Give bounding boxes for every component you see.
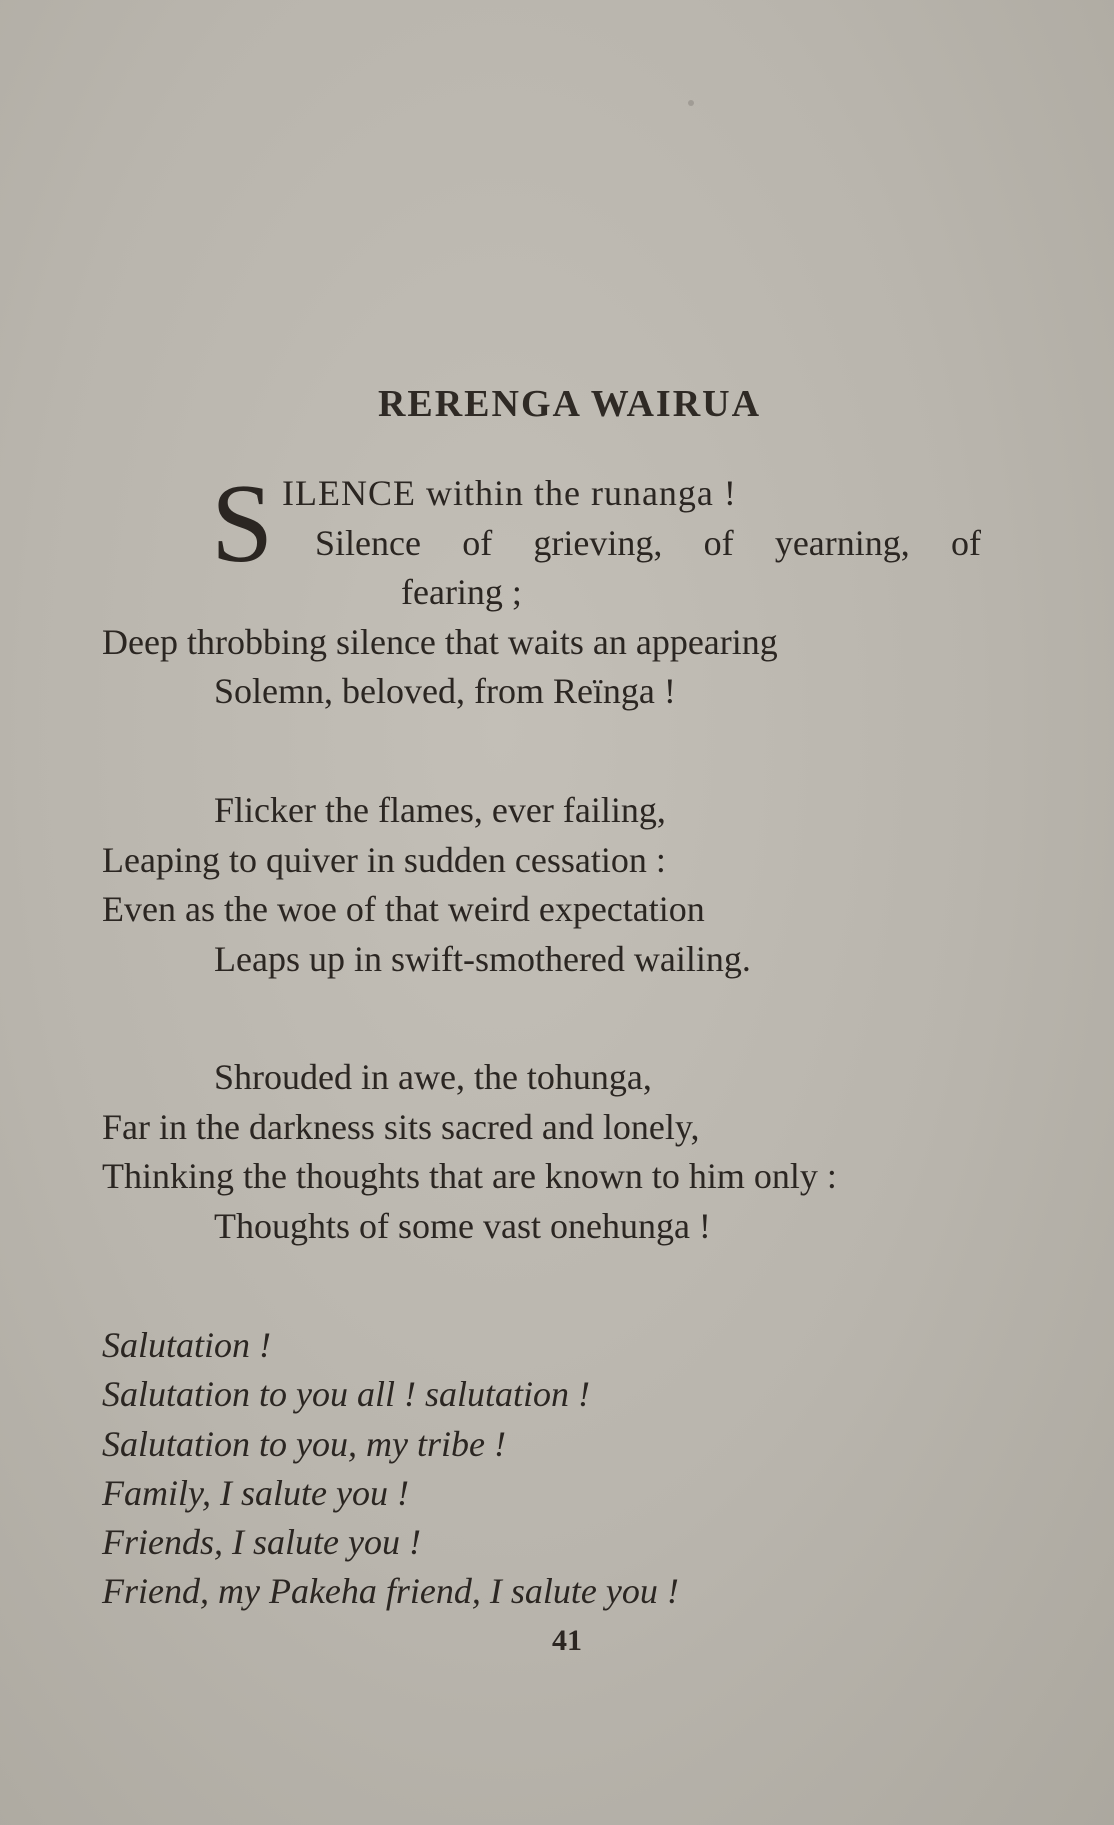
poem-title: RERENGA WAIRUA <box>377 383 762 425</box>
word: Silence <box>315 523 421 563</box>
word: of <box>462 523 493 563</box>
stanza2-line3: Even as the woe of that weird expectation <box>102 889 705 929</box>
stanza1-line3: fearing ; <box>401 572 522 612</box>
stanza3-line3: Thinking the thoughts that are known to him only : <box>102 1156 837 1196</box>
stanza3-line4: Thoughts of some vast onehunga ! <box>214 1206 711 1246</box>
stanza2-line1: Flicker the flames, ever failing, <box>214 790 666 830</box>
salutation-line4: Family, I salute you ! <box>102 1473 409 1513</box>
page-number: 41 <box>552 1624 582 1657</box>
salutation-line2: Salutation to you all ! salutation ! <box>102 1374 590 1414</box>
word: grieving, <box>533 523 663 563</box>
stanza2-line2: Leaping to quiver in sudden cessation : <box>102 840 666 880</box>
stanza1-line5: Solemn, beloved, from Reïnga ! <box>214 671 676 711</box>
stanza2-line4: Leaps up in swift-smothered wailing. <box>214 939 751 979</box>
salutation-line1: Salutation ! <box>102 1325 271 1365</box>
salutation-line5: Friends, I salute you ! <box>102 1522 421 1562</box>
stanza1-line2 <box>315 523 981 563</box>
salutation-line3: Salutation to you, my tribe ! <box>102 1424 506 1464</box>
stanza3-line1: Shrouded in awe, the tohunga, <box>214 1057 652 1097</box>
stanza1-line4: Deep throbbing silence that waits an appearing <box>102 622 778 662</box>
word: of <box>951 523 981 563</box>
drop-cap: S <box>211 462 274 586</box>
salutation-line6: Friend, my Pakeha friend, I salute you ! <box>102 1571 679 1611</box>
stanza3-line2: Far in the darkness sits sacred and lonely, <box>102 1107 700 1147</box>
paper-speck <box>688 100 694 106</box>
word: yearning, <box>774 523 910 563</box>
word: of <box>703 523 734 563</box>
stanza1-line1: ILENCE within the runanga ! <box>282 473 737 513</box>
